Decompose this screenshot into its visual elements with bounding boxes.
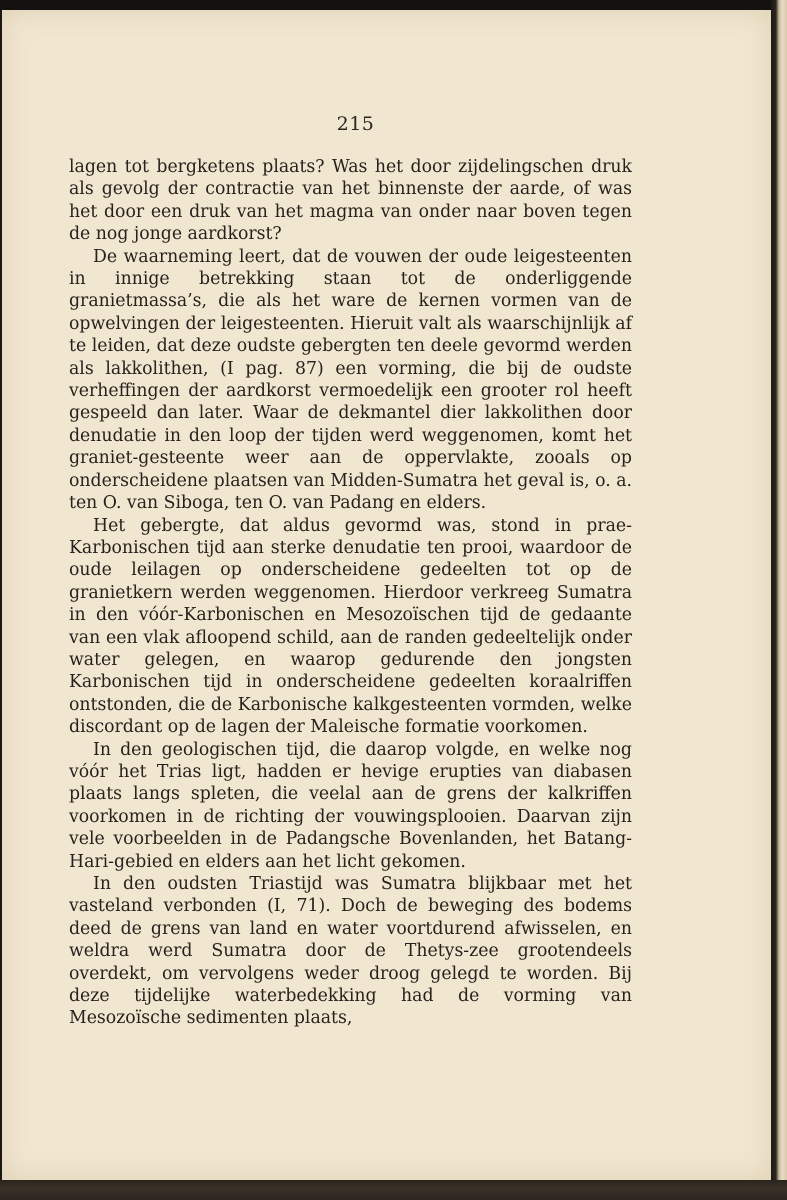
page-number: 215 bbox=[336, 113, 375, 135]
book-page bbox=[2, 10, 771, 1180]
paragraph-2: De waarneming leert, dat de vouwen der oude leigesteenten in innige betrekking staan tot de onderliggende granietmassa’s, die als het ware de kernen vormen van de opwelvingen der leigesteenten. Hieruit valt als waarschijnlijk af te leiden, dat deze oudste gebergten ten deele gevormd werden als lakkolithen, (I pag. 87) een vorming, die bij de oudste verheffingen der aardkorst vermoedelijk een grooter rol heeft gespeeld dan later. Waar de dekmantel dier lakkolithen door denudatie in den loop der tijden werd weggenomen, komt het graniet-gesteente weer aan de oppervlakte, zooals op onderscheidene plaatsen van Midden-Sumatra het geval is, o. a. ten O. van Siboga, ten O. van Padang en elders. bbox=[69, 246, 632, 514]
body-text bbox=[69, 156, 632, 1030]
paragraph-4: In den geologischen tijd, die daarop volgde, en welke nog vóór het Trias ligt, hadden er hevige erupties van diabasen plaats langs spleten, die veelal aan de grens der kalkriffen voorkomen in de richting der vouwingsplooien. Daarvan zijn vele voorbeelden in de Padangsche Bovenlanden, het Batang-Hari-gebied en elders aan het licht gekomen. bbox=[69, 739, 632, 872]
paragraph-5: In den oudsten Triastijd was Sumatra blijkbaar met het vasteland verbonden (I, 71). Doch de beweging des bodems deed de grens van land en water voortdurend afwisselen, en weldra werd Sumatra door de Thetys-zee grootendeels overdekt, om vervolgens weder droog gelegd te worden. Bij deze tijdelijke waterbedekking had de vorming van Mesozoïsche sedimenten plaats, bbox=[69, 874, 632, 1029]
scan-background-bottom bbox=[0, 1180, 787, 1200]
page-edge-right bbox=[771, 0, 787, 1200]
paragraph-3: Het gebergte, dat aldus gevormd was, stond in prae-Karbonischen tijd aan sterke denudatie ten prooi, waardoor de oude leilagen op onderscheidene gedeelten tot op de granietkern werden weggenomen. Hierdoor verkreeg Sumatra in den vóór-Karbonischen en Mesozoïschen tijd de gedaante van een vlak afloopend schild, aan de randen gedeeltelijk onder water gelegen, en waarop gedurende den jongsten Karbonischen tijd in onderscheidene gedeelten koraalriffen ontstonden, die de Karbonische kalkgesteenten vormden, welke discordant op de lagen der Maleische formatie voorkomen. bbox=[69, 515, 632, 738]
paragraph-1: lagen tot bergketens plaats? Was het door zijdelingschen druk als gevolg der contractie van het binnenste der aarde, of was het door een druk van het magma van onder naar boven tegen de nog jonge aardkorst? bbox=[69, 157, 632, 245]
scan-background-top bbox=[0, 0, 787, 10]
